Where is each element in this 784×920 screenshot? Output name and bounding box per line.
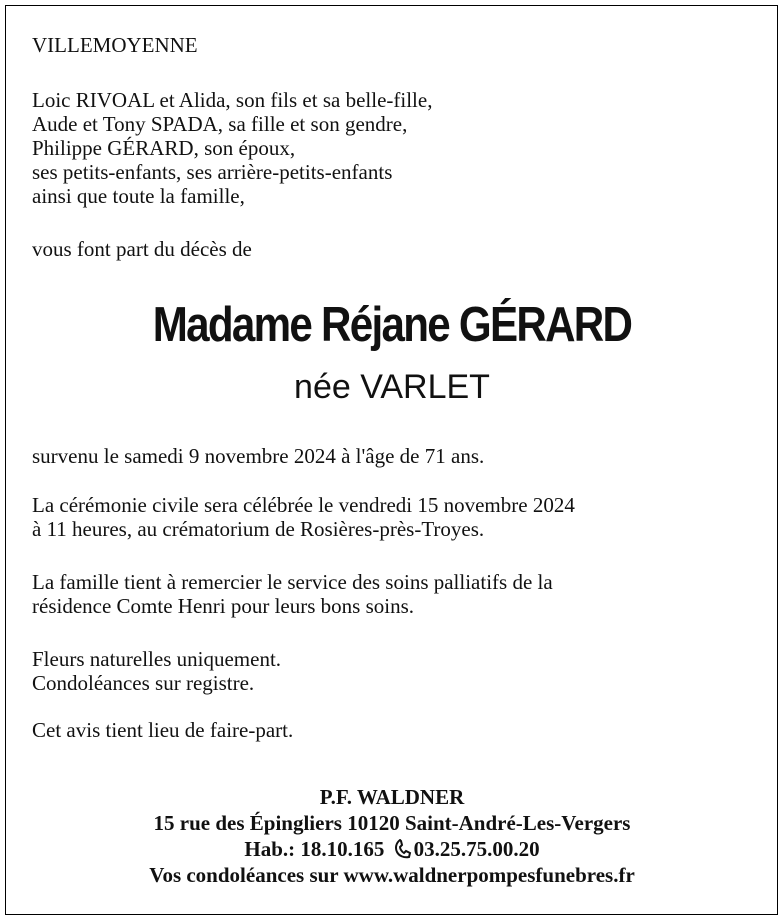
thanks-line: résidence Comte Henri pour leurs bons soins. [32,594,415,618]
flowers-line: Condoléances sur registre. [32,671,255,695]
announce-text: vous font part du décès de [32,237,252,261]
phone-icon [394,836,412,862]
thanks-line: La famille tient à remercier le service des soins palliatifs de la [32,570,553,594]
closing-text: Cet avis tient lieu de faire-part. [32,718,294,742]
death-line: survenu le samedi 9 novembre 2024 à l'âge de 71 ans. [32,444,485,468]
ceremony-block [32,493,575,541]
flowers-line: Fleurs naturelles uniquement. [32,647,282,671]
family-line: Loic RIVOAL et Alida, son fils et sa belle-fille, [32,88,433,112]
family-line: Aude et Tony SPADA, sa fille et son gendre, [32,112,408,136]
funeral-home-address: 15 rue des Épingliers 10120 Saint-André-Les-Vergers [153,811,631,835]
maiden-name: née VARLET [294,368,490,406]
family-line: Philippe GÉRARD, son époux, [32,136,296,160]
funeral-home-contact [0,836,784,862]
ceremony-line: La cérémonie civile sera célébrée le vendredi 15 novembre 2024 [32,493,575,517]
funeral-home-footer [0,784,784,888]
website-line: Vos condoléances sur www.waldnerpompesfunebres.fr [149,863,635,887]
hab-number: Hab.: 18.10.165 [244,837,385,861]
family-line: ses petits-enfants, ses arrière-petits-enfants [32,160,393,184]
family-line: ainsi que toute la famille, [32,184,245,208]
ceremony-line: à 11 heures, au crématorium de Rosières-près-Troyes. [32,517,485,541]
deceased-name: Madame Réjane GÉRARD [152,298,632,352]
family-block [32,88,432,208]
town-heading: VILLEMOYENNE [32,33,198,57]
phone-number: 03.25.75.00.20 [413,837,540,861]
flowers-block [32,647,281,695]
funeral-home-name: P.F. WALDNER [319,785,465,809]
thanks-block [32,570,553,618]
